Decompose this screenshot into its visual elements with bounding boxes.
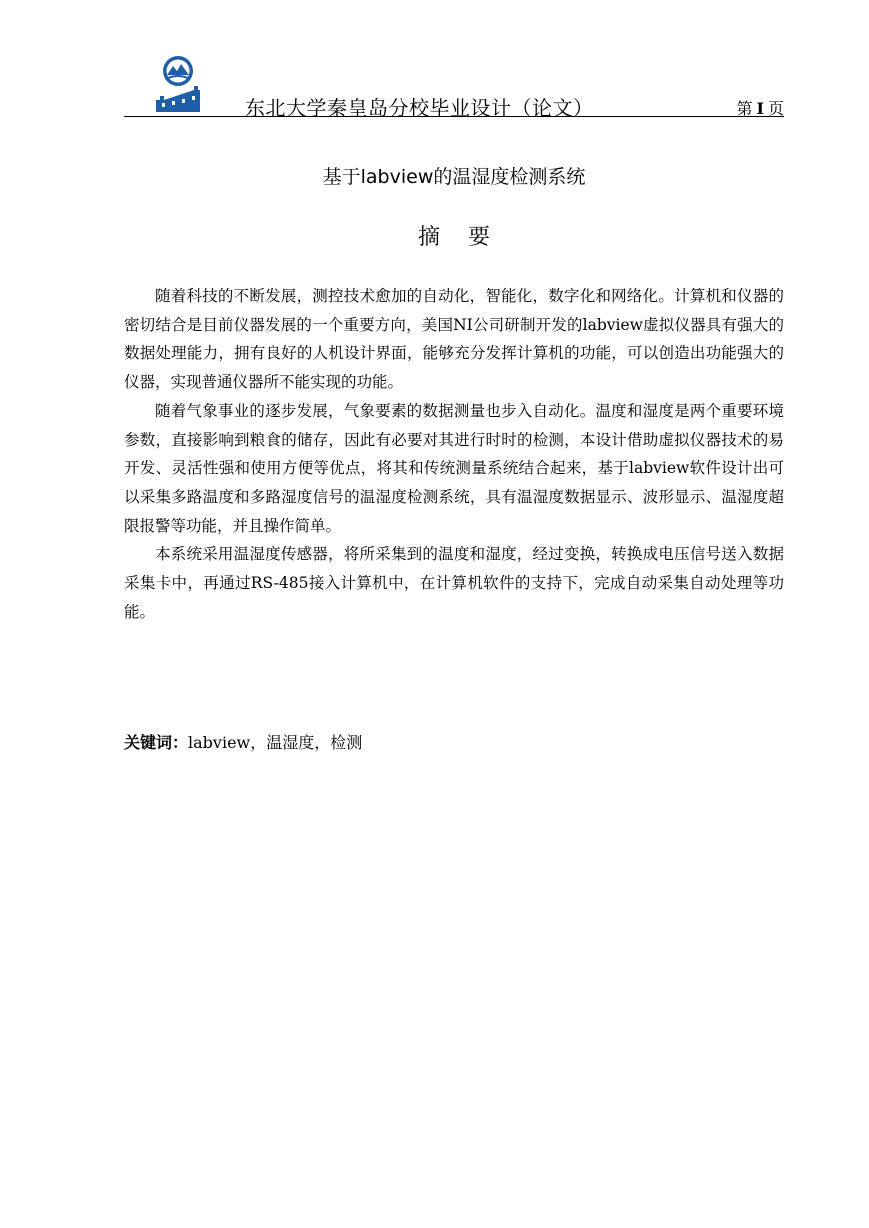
abstract-heading: 摘 要 [418, 225, 490, 250]
header-divider [124, 116, 784, 117]
page-suffix: 页 [767, 99, 784, 118]
header-title: 东北大学秦皇岛分校毕业设计（论文） [245, 96, 594, 120]
keywords-label: 关键词： [124, 733, 189, 752]
abstract-body [124, 282, 784, 626]
university-logo-icon [154, 54, 202, 114]
abstract-paragraph: 随着气象事业的逐步发展，气象要素的数据测量也步入自动化。温度和湿度是两个重要环境参数，直接影响到粮食的储存，因此有必要对其进行时时的检测，本设计借助虚拟仪器技术的易开发、灵活性强和使用方便等优点，将其和传统测量系统结合起来，基于labview软件设计出可以采集多路温度和多路湿度信号的温湿度检测系统，具有温湿度数据显示、波形显示、温湿度超限报警等功能，并且操作简单。 [124, 401, 784, 535]
abstract-paragraph: 随着科技的不断发展，测控技术愈加的自动化，智能化，数字化和网络化。计算机和仪器的密切结合是目前仪器发展的一个重要方向，美国NI公司研制开发的labview虚拟仪器具有强大的数据处理能力，拥有良好的人机设计界面，能够充分发挥计算机的功能，可以创造出功能强大的仪器，实现普通仪器所不能实现的功能。 [124, 287, 784, 392]
abstract-paragraph: 本系统采用温湿度传感器，将所采集到的温度和湿度，经过变换，转换成电压信号送入数据采集卡中，再通过RS-485接入计算机中，在计算机软件的支持下，完成自动采集自动处理等功能。 [124, 545, 784, 621]
keywords-value: labview，温湿度，检测 [188, 733, 363, 752]
page-number: I [756, 99, 764, 118]
document-title: 基于labview的温湿度检测系统 [322, 166, 586, 188]
page-prefix: 第 [736, 99, 753, 118]
keywords-line [124, 730, 362, 753]
